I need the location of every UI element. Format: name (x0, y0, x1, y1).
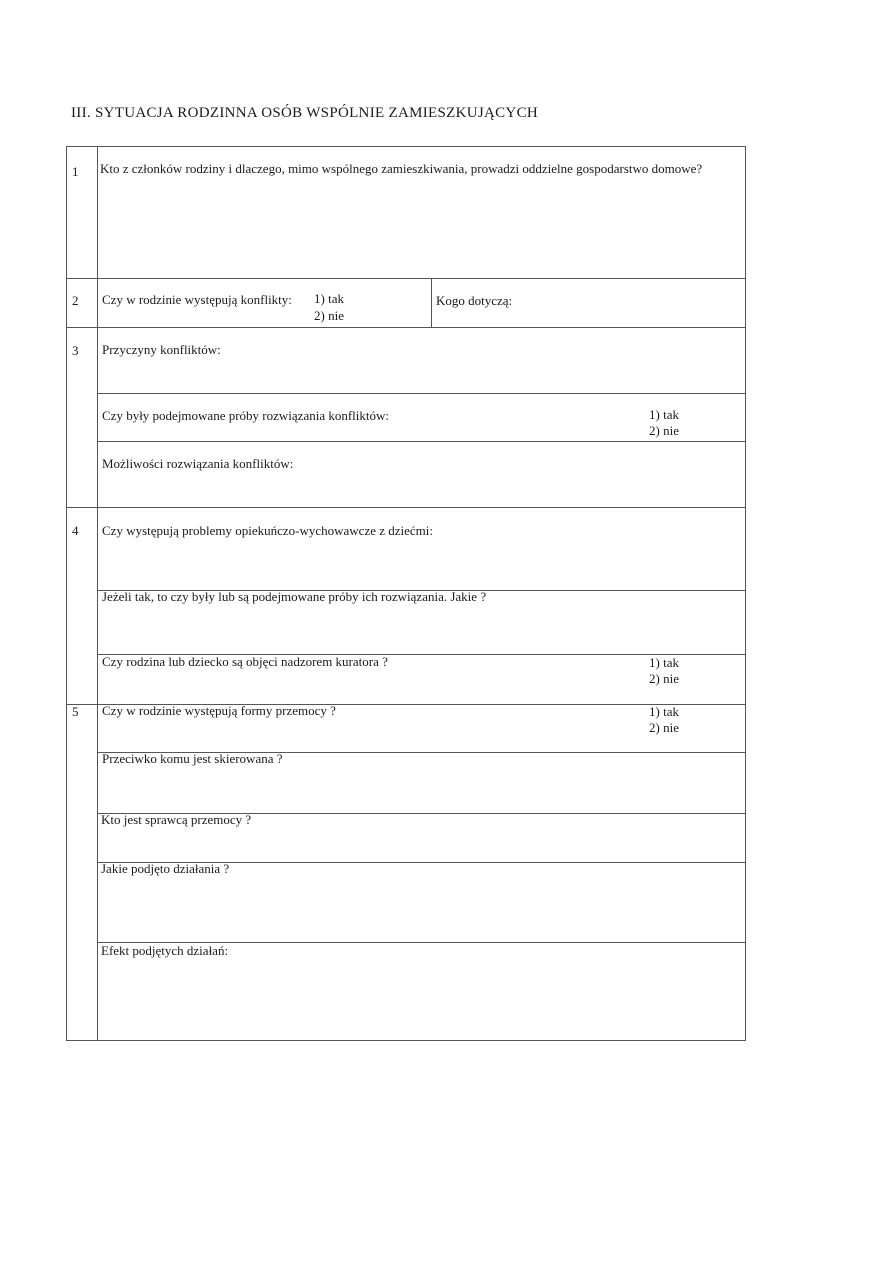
question-violence-victim: Przeciwko komu jest skierowana ? (102, 751, 283, 766)
row-number: 2 (72, 293, 79, 308)
option-no: 2) nie (649, 671, 679, 686)
question-conflict-resolution-possibilities: Możliwości rozwiązania konfliktów: (102, 456, 294, 471)
option-yes: 1) tak (649, 655, 679, 670)
section-title: III. SYTUACJA RODZINNA OSÓB WSPÓLNIE ZAMIESZKUJĄCYCH (71, 105, 539, 121)
row-number: 4 (72, 523, 79, 538)
row-number: 3 (72, 343, 79, 358)
question-separate-household: Kto z członków rodziny i dlaczego, mimo wspólnego zamieszkiwania, prowadzi oddzielne gospodarstwo domowe? (100, 161, 703, 176)
row-divider (67, 507, 745, 508)
question-conflict-causes: Przyczyny konfliktów: (102, 342, 221, 357)
option-no: 2) nie (649, 720, 679, 735)
option-yes: 1) tak (649, 407, 679, 422)
question-childcare-problems: Czy występują problemy opiekuńczo-wychowawcze z dziećmi: (102, 523, 434, 538)
question-violence-perpetrator: Kto jest sprawcą przemocy ? (101, 812, 252, 827)
option-yes: 1) tak (649, 704, 679, 719)
option-no: 2) nie (314, 308, 344, 323)
question-childcare-solutions: Jeżeli tak, to czy były lub są podejmowane próby ich rozwiązania. Jakie ? (102, 589, 487, 604)
row-number: 1 (72, 164, 79, 179)
row-number: 5 (72, 704, 79, 719)
question-conflicts: Czy w rodzinie występują konflikty: (102, 292, 292, 307)
number-column-divider (97, 147, 98, 1040)
question-actions-taken: Jakie podjęto działania ? (101, 861, 230, 876)
question-probation-supervision: Czy rodzina lub dziecko są objęci nadzorem kuratora ? (102, 654, 388, 669)
question-conflicts-who: Kogo dotyczą: (436, 293, 513, 308)
question-actions-effect: Efekt podjętych działań: (101, 943, 229, 958)
row-divider (67, 278, 745, 279)
subrow-divider (97, 441, 745, 442)
row2-column-divider (431, 278, 432, 327)
family-situation-form (66, 146, 746, 1041)
option-yes: 1) tak (314, 291, 344, 306)
question-violence: Czy w rodzinie występują formy przemocy ? (102, 703, 336, 718)
question-conflict-resolution-attempts: Czy były podejmowane próby rozwiązania konfliktów: (102, 408, 390, 423)
subrow-divider (97, 393, 745, 394)
option-no: 2) nie (649, 423, 679, 438)
row-divider (67, 327, 745, 328)
